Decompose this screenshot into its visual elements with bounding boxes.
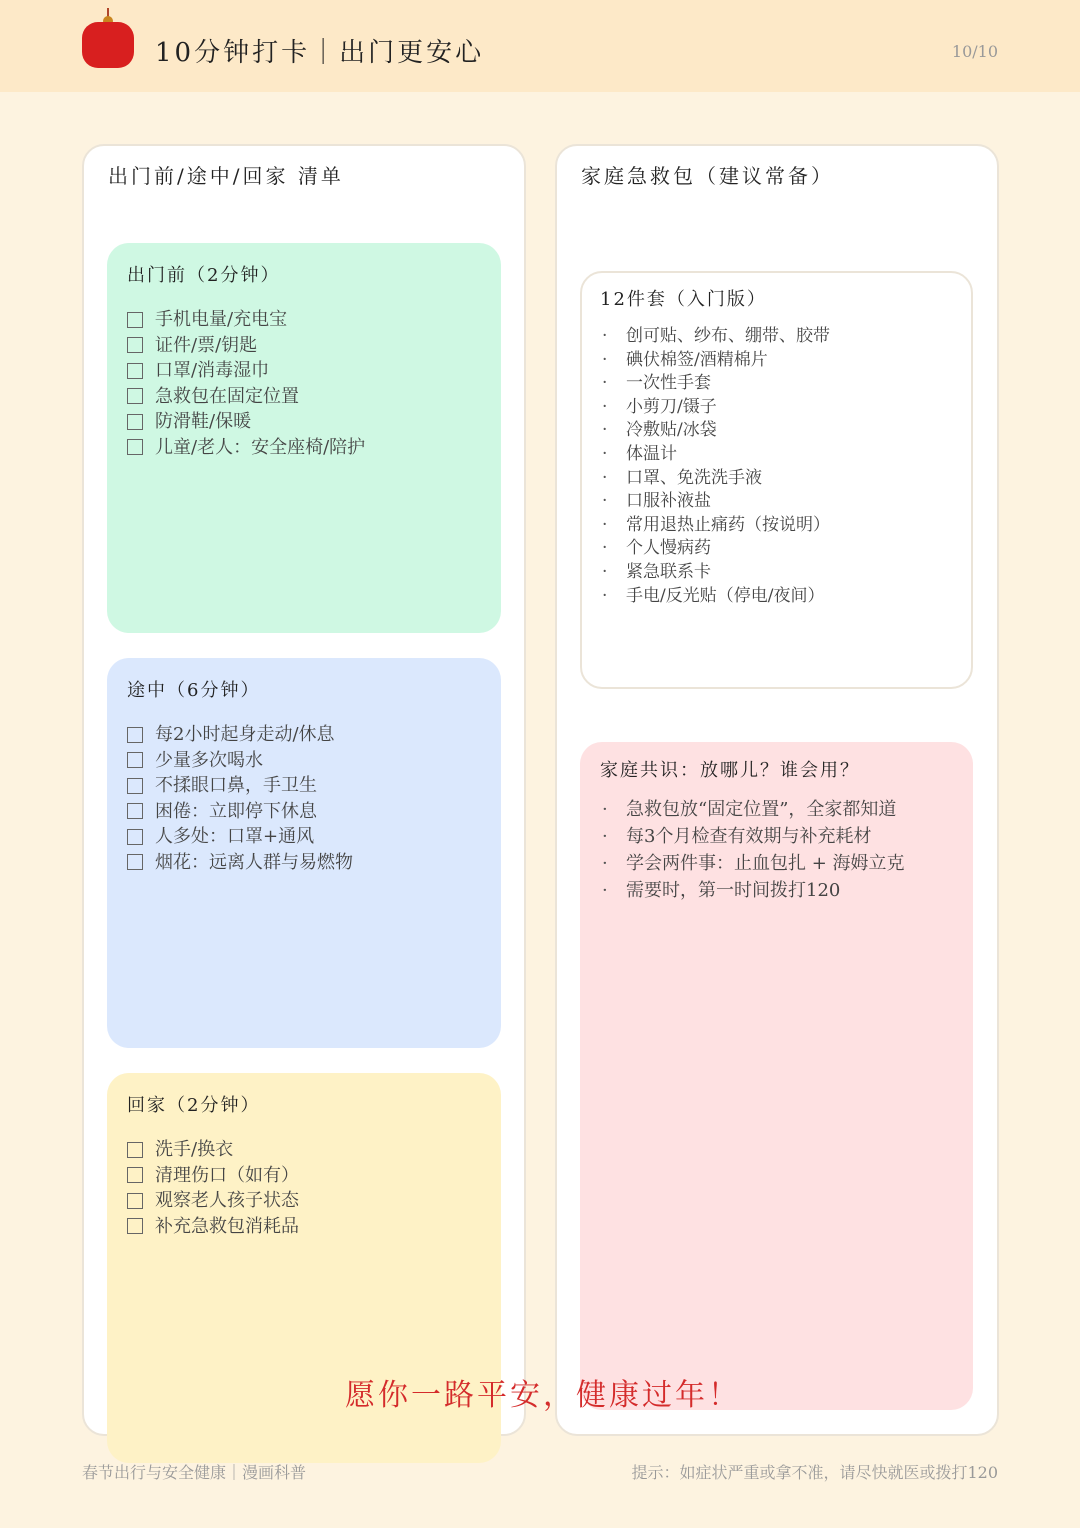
checklist-item[interactable]	[127, 748, 481, 774]
list-item	[600, 419, 953, 443]
list-item-label: 口服补液盐	[626, 491, 711, 512]
checklist-item-label: 口罩/消毒湿巾	[155, 360, 270, 381]
bullet-icon: ·	[602, 373, 608, 394]
list-item-label: 常用退热止痛药（按说明）	[626, 514, 830, 535]
list-item-label: 一次性手套	[626, 373, 711, 394]
checkbox-icon[interactable]	[127, 1193, 143, 1209]
checklist-item-label: 人多处：口罩+通风	[155, 826, 315, 847]
checkbox-icon[interactable]	[127, 1218, 143, 1234]
bullet-icon: ·	[602, 326, 608, 346]
checkbox-icon[interactable]	[127, 439, 143, 455]
checklist-item[interactable]	[127, 773, 481, 799]
bullet-icon: ·	[602, 420, 608, 441]
footer-hint: 提示：如症状严重或拿不准，请尽快就医或拨打120	[631, 1463, 998, 1482]
checklist-item[interactable]	[127, 1214, 481, 1240]
checkbox-icon[interactable]	[127, 803, 143, 819]
list-item	[600, 514, 953, 538]
list-item-label: 紧急联系卡	[626, 561, 711, 582]
checklist-item[interactable]	[127, 333, 481, 359]
checklist	[127, 307, 481, 460]
list-item-label: 冷敷贴/冰袋	[626, 420, 717, 441]
checkbox-icon[interactable]	[127, 727, 143, 743]
checklist-item-label: 烟花：远离人群与易燃物	[155, 851, 353, 873]
checkbox-icon[interactable]	[127, 778, 143, 794]
lantern-icon	[80, 4, 136, 70]
checkbox-icon[interactable]	[127, 363, 143, 379]
checklist-item-label: 每2小时起身走动/休息	[155, 724, 335, 745]
list-item	[600, 561, 953, 585]
list-item-label: 每3个月检查有效期与补充耗材	[626, 826, 872, 847]
bullet-icon: ·	[602, 561, 608, 582]
checklist-item[interactable]	[127, 824, 481, 850]
checklist	[127, 722, 481, 875]
list-item	[600, 349, 953, 373]
checkbox-icon[interactable]	[127, 1142, 143, 1158]
checklist-item[interactable]	[127, 307, 481, 333]
checklist-item[interactable]	[127, 1188, 481, 1214]
bullet-icon: ·	[602, 349, 608, 370]
bullet-icon: ·	[602, 396, 608, 417]
bullet-icon: ·	[602, 853, 608, 874]
checklist-item-label: 困倦：立即停下休息	[155, 800, 317, 822]
checklist-item[interactable]	[127, 850, 481, 876]
checklist-item[interactable]	[127, 384, 481, 410]
list-item	[600, 443, 953, 467]
consensus-list	[600, 796, 953, 904]
footer-source: 春节出行与安全健康｜漫画科普	[82, 1463, 307, 1482]
list-item	[600, 396, 953, 420]
checklist-item[interactable]	[127, 722, 481, 748]
first-aid-panel-title: 家庭急救包（建议常备）	[581, 164, 834, 188]
list-item	[600, 823, 953, 850]
consensus-title: 家庭共识：放哪儿？谁会用？	[600, 760, 860, 781]
list-item-label: 需要时，第一时间拨打120	[626, 880, 841, 901]
list-item	[600, 850, 953, 877]
checklist-item[interactable]	[127, 409, 481, 435]
card-title: 回家（2分钟）	[127, 1095, 261, 1116]
bullet-icon: ·	[602, 799, 608, 820]
kit-title: 12件套（入门版）	[600, 289, 767, 310]
bullet-icon: ·	[602, 538, 608, 559]
checklist-item[interactable]	[127, 799, 481, 825]
checklist-item-label: 补充急救包消耗品	[155, 1215, 299, 1237]
checklist-item[interactable]	[127, 1137, 481, 1163]
list-item-label: 个人慢病药	[626, 538, 711, 559]
checklist-item-label: 观察老人孩子状态	[155, 1190, 299, 1211]
checklist-item-label: 少量多次喝水	[155, 749, 263, 771]
checklist-item-label: 急救包在固定位置	[155, 385, 299, 407]
checklist-item-label: 防滑鞋/保暖	[155, 411, 252, 432]
kit-item-list	[600, 325, 953, 608]
checklist	[127, 1137, 481, 1239]
checkbox-icon[interactable]	[127, 854, 143, 870]
checkbox-icon[interactable]	[127, 752, 143, 768]
bullet-icon: ·	[602, 491, 608, 512]
header-bar	[0, 0, 1080, 92]
checklist-item-label: 不揉眼口鼻，手卫生	[155, 775, 317, 796]
bullet-icon: ·	[602, 880, 608, 901]
checklist-item[interactable]	[127, 435, 481, 461]
list-item-label: 手电/反光贴（停电/夜间）	[626, 585, 825, 606]
checkbox-icon[interactable]	[127, 414, 143, 430]
checklist-item-label: 清理伤口（如有）	[155, 1164, 299, 1186]
list-item-label: 碘伏棉签/酒精棉片	[626, 349, 768, 370]
list-item	[600, 490, 953, 514]
checklist-item-label: 手机电量/充电宝	[155, 309, 288, 330]
bullet-icon: ·	[602, 467, 608, 488]
card-title: 途中（6分钟）	[127, 680, 261, 701]
card-title: 出门前（2分钟）	[127, 265, 281, 286]
checklist-item[interactable]	[127, 358, 481, 384]
bullet-icon: ·	[602, 443, 608, 464]
list-item	[600, 537, 953, 561]
checkbox-icon[interactable]	[127, 1167, 143, 1183]
card-en-route	[107, 658, 501, 1048]
checklist-item-label: 儿童/老人：安全座椅/陪护	[155, 436, 366, 458]
list-item	[600, 325, 953, 349]
checklist-panel-title: 出门前/途中/回家 清单	[108, 164, 344, 188]
list-item-label: 小剪刀/镊子	[626, 396, 717, 417]
checklist-item[interactable]	[127, 1163, 481, 1189]
blessing-text: 愿你一路平安，健康过年！	[345, 1378, 741, 1413]
bullet-icon: ·	[602, 826, 608, 847]
list-item-label: 急救包放“固定位置”，全家都知道	[626, 799, 897, 820]
list-item	[600, 796, 953, 823]
checkbox-icon[interactable]	[127, 388, 143, 404]
checklist-item-label: 证件/票/钥匙	[155, 334, 258, 356]
bullet-icon: ·	[602, 585, 608, 606]
checkbox-icon[interactable]	[127, 829, 143, 845]
checkbox-icon[interactable]	[127, 337, 143, 353]
list-item-label: 体温计	[626, 443, 677, 464]
first-aid-kit-card	[580, 271, 973, 689]
list-item	[600, 585, 953, 609]
list-item-label: 创可贴、纱布、绷带、胶带	[626, 326, 830, 346]
family-consensus-card	[580, 742, 973, 1410]
list-item-label: 口罩、免洗洗手液	[626, 467, 762, 488]
checkbox-icon[interactable]	[127, 312, 143, 328]
page-title: 10分钟打卡｜出门更安心	[155, 38, 485, 68]
bullet-icon: ·	[602, 514, 608, 535]
card-before-departure	[107, 243, 501, 633]
checklist-item-label: 洗手/换衣	[155, 1139, 234, 1160]
page-indicator: 10/10	[951, 42, 998, 61]
list-item	[600, 372, 953, 396]
list-item-label: 学会两件事：止血包扎 + 海姆立克	[626, 853, 905, 874]
list-item	[600, 877, 953, 904]
list-item	[600, 467, 953, 491]
